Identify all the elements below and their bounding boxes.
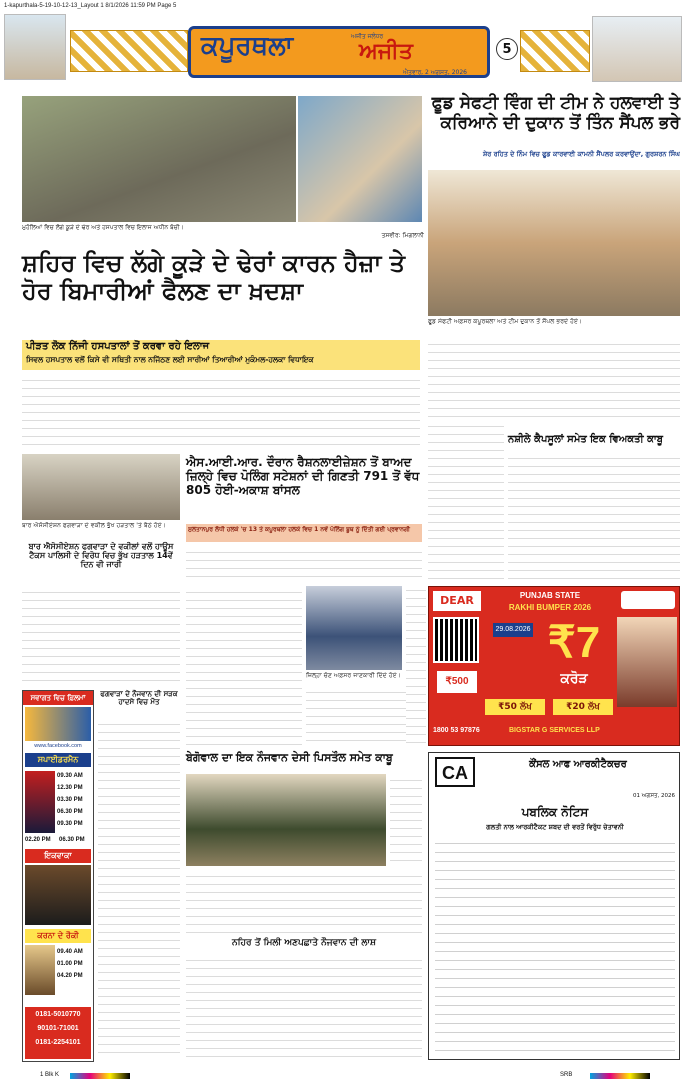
- food-body-text: [428, 338, 680, 418]
- photo-child: [298, 96, 422, 222]
- main-kicker-bar: [22, 340, 420, 370]
- body-body-text: [186, 954, 422, 1060]
- polling-headline: ਐਸ.ਆਈ.ਆਰ. ਦੌਰਾਨ ਰੈਸ਼ਨਲਾਈਜ਼ੇਸ਼ਨ ਤੋਂ ਬਾਅਦ ਜ਼ਿਲ੍ਹੇ ਵਿਚ ਪੋਲਿੰਗ ਸਟੇਸ਼ਨਾਂ ਦੀ ਗਿਣਤੀ 791 ਤੋਂ ਵੱਧ 805 ਹੋਈ-ਅਕਾਸ਼ ਬਾਂਸਲ: [186, 455, 420, 497]
- lottery-photo: [617, 617, 677, 707]
- showtime-4: 06.30 PM: [57, 809, 83, 815]
- notice-logo: CA: [435, 757, 475, 787]
- pistol-body-text: [186, 870, 422, 936]
- cinema-phone-3: 0181-2254101: [35, 1039, 81, 1046]
- lawyers-body-text: [22, 586, 180, 686]
- punjab-logo-icon: [621, 591, 675, 609]
- showtime-2: 12.30 PM: [57, 785, 83, 791]
- notice-body-text: [435, 837, 675, 1055]
- photo-shop: [428, 170, 680, 316]
- footer-left: 1 Blk K: [40, 1072, 60, 1078]
- cinema-phones-box: [25, 1007, 91, 1059]
- movie-poster-1: [25, 771, 55, 833]
- color-bar: [590, 1073, 650, 1079]
- notice-subtitle: ਗਲਤੀ ਨਾਲ ਆਰਕੀਟੈਕਟ ਸ਼ਬਦ ਦੀ ਵਰਤੋਂ ਵਿਰੁੱਧ ਚੇਤਾਵਨੀ: [486, 823, 624, 831]
- lottery-second: ₹50 ਲੱਖ: [485, 699, 545, 715]
- food-story-headline: ਫੂਡ ਸੇਫਟੀ ਵਿੰਗ ਦੀ ਟੀਮ ਨੇ ਹਲਵਾਈ ਤੇ ਕਰਿਆਨੇ ਦੀ ਦੁਕਾਨ ਤੋਂ ਤਿੰਨ ਸੈਂਪਲ ਭਰੇ: [431, 93, 680, 133]
- movie-poster-2: [25, 865, 91, 925]
- page-number: 5: [496, 38, 518, 60]
- lottery-unit: ਕਰੋੜ: [560, 671, 588, 687]
- food-story-subhead: ਸ਼ੇਰ ਰਹਿਤ ਦੇ ਨਿੰਮ ਵਿਚ ਫੂਡ ਕਾਰਵਾਈ ਕਾਮਨੀ ਸੈਂਪਲਰ ਕਰਵਾਉਂਦਾ, ਗੁਰਸ਼ਰਨ ਸਿੰਘ: [482, 150, 680, 158]
- small-story-headline: ਫਗਵਾੜਾ ਦੇ ਨੌਜਵਾਨ ਦੀ ਸੜਕ ਹਾਦਸੇ ਵਿਚ ਮੌਤ: [100, 690, 178, 707]
- polling-body-text-2: [186, 586, 302, 746]
- lottery-ad[interactable]: [428, 586, 680, 746]
- page-slug: 1-kapurthala-5-19-10-12-13_Layout 1 8/1/2026 11:59 PM Page 5: [4, 3, 177, 9]
- main-kicker: ਪੀੜਤ ਲੋਕ ਨਿੱਜੀ ਹਸਪਤਾਲਾਂ ਤੋਂ ਕਰਵਾ ਰਹੇ ਇਲਾਜ: [26, 341, 210, 352]
- masthead-city: ਕਪੂਰਥਲਾ: [201, 31, 294, 61]
- cinema-movie-3: ਕਰਨਾ ਦੇ ਰੌਕੀ: [25, 929, 91, 943]
- lottery-price: ₹500: [437, 671, 477, 693]
- lottery-brand: DEAR: [433, 591, 481, 611]
- lottery-first-prize: ₹7: [547, 618, 601, 667]
- cinema-box: [22, 690, 94, 1062]
- lottery-agent: BIGSTAR G SERVICES LLP: [509, 727, 600, 734]
- notice-org: ਕੌਂਸਲ ਆਫ ਆਰਕੀਟੈਕਚਰ: [529, 759, 627, 770]
- cinema-phone-1: 0181-5010770: [35, 1011, 81, 1018]
- main-body-text: [22, 374, 420, 450]
- lottery-date: 29.08.2026: [493, 623, 533, 637]
- masthead-paper: ਅਜੀਤ: [359, 39, 413, 64]
- showtime-1: 09.30 AM: [57, 773, 83, 779]
- movie-poster-3: [25, 945, 55, 995]
- showtime-7: 06.30 PM: [59, 837, 85, 843]
- polling-body-text: [186, 546, 422, 582]
- cinema-website[interactable]: www.facebook.com: [34, 743, 82, 749]
- polling-subhead-bar: [186, 524, 422, 542]
- showtime-6: 02.20 PM: [25, 837, 51, 843]
- cinema-phone-2: 90101-71001: [37, 1025, 79, 1032]
- pistol-headline: ਬੇਗੋਵਾਲ ਦਾ ਇਕ ਨੌਜਵਾਨ ਦੇਸੀ ਪਿਸਤੌਲ ਸਮੇਤ ਕਾਬੂ: [186, 751, 393, 764]
- qr-code-icon: [433, 617, 479, 663]
- main-headline: ਸ਼ਹਿਰ ਵਿਚ ਲੱਗੇ ਕੂੜੇ ਦੇ ਢੇਰਾਂ ਕਾਰਨ ਹੈਜ਼ਾ ਤੇ ਹੋਰ ਬਿਮਾਰੀਆਂ ਫੈਲਣ ਦਾ ਖ਼ਦਸ਼ਾ: [22, 249, 406, 305]
- lawyers-photo-caption: ਬਾਰ ਐਸੋਸੀਏਸ਼ਨ ਫਗਵਾੜਾ ਦੇ ਵਕੀਲ ਭੁੱਖ ਹੜਤਾਲ 'ਤੇ ਬੈਠੇ ਹੋਏ।: [22, 522, 166, 529]
- polling-subhead: ਸੁਲਤਾਨਪੁਰ ਲੋਧੀ ਹਲਕੇ 'ਚ 13 ਤੇ ਕਪੂਰਥਲਾ ਹਲਕੇ ਵਿਚ 1 ਨਵੇਂ ਪੋਲਿੰਗ ਬੂਥ ਨੂੰ ਦਿੱਤੀ ਗਈ ਪ੍ਰਵਾਨਗੀ: [188, 526, 410, 533]
- polling-photo-caption: ਜ਼ਿਲ੍ਹਾ ਚੋਣ ਅਫ਼ਸਰ ਜਾਣਕਾਰੀ ਦਿੰਦੇ ਹੋਏ।: [306, 672, 401, 679]
- lottery-phone: 1800 53 97876: [433, 727, 480, 734]
- notice-date: 01 ਅਗਸਤ, 2026: [633, 793, 675, 799]
- arrest-headline: ਨਸ਼ੀਲੇ ਕੈਪਸੂਲਾਂ ਸਮੇਤ ਇਕ ਵਿਅਕਤੀ ਕਾਬੂ: [508, 434, 663, 445]
- cinema-title: ਸਵਾਗਤ ਵਿਚ ਫ਼ਿਲਮਾਂ: [23, 691, 93, 705]
- masthead-banner: [188, 26, 490, 78]
- masthead: [0, 12, 687, 92]
- pistol-side-text: [390, 774, 422, 866]
- cinema-movie-2: ਇਕਵਾਕਾ: [25, 849, 91, 863]
- photo-official: [306, 586, 402, 670]
- decorative-border-icon: [70, 30, 188, 72]
- small-story-body: [98, 718, 180, 1060]
- polling-body-text-3: [306, 686, 422, 744]
- polling-body-text-4: [406, 584, 426, 744]
- showtime-8: 09.40 AM: [57, 949, 83, 955]
- masthead-date: ਐਤਵਾਰ, 2 ਅਗਸਤ, 2026: [403, 69, 467, 76]
- photo-top-credit: ਤਸਵੀਰ: ਮਿਗਲਾਨੀ: [381, 232, 424, 239]
- arrest-body-text: [508, 452, 680, 580]
- cinema-theatre: ਸਪਾਈਡਰਮੈਨ: [25, 753, 91, 767]
- lottery-bumper: RAKHI BUMPER 2026: [508, 603, 592, 612]
- public-notice: [428, 752, 680, 1060]
- showtime-5: 09.30 PM: [57, 821, 83, 827]
- masthead-edition: ਅਜੀਤ ਜਲੰਧਰ: [351, 33, 384, 40]
- photo-lawyers: [22, 454, 180, 520]
- color-bar: [70, 1073, 130, 1079]
- footer-right: SRB: [560, 1072, 573, 1078]
- masthead-left-image: [4, 14, 66, 80]
- decorative-border-icon: [520, 30, 590, 72]
- showtime-9: 01.00 PM: [57, 961, 83, 967]
- showtime-3: 03.30 PM: [57, 797, 83, 803]
- main-kicker-2: ਸਿਵਲ ਹਸਪਤਾਲ ਵਲੋਂ ਕਿਸੇ ਵੀ ਸਥਿਤੀ ਨਾਲ ਨਜਿੱਠਣ ਲਈ ਸਾਰੀਆਂ ਤਿਆਰੀਆਂ ਮੁਕੰਮਲ-ਹਲਕਾ ਵਿਧਾਇਕ: [26, 355, 314, 364]
- photo-police: [186, 774, 386, 866]
- mid-body-text: [428, 420, 504, 582]
- photo-garbage: [22, 96, 296, 222]
- masthead-right-image: [592, 16, 682, 82]
- notice-title: ਪਬਲਿਕ ਨੋਟਿਸ: [521, 805, 589, 819]
- lawyers-headline: ਬਾਰ ਐਸੋਸੀਏਸ਼ਨ ਫਗਵਾੜਾ ਦੇ ਵਕੀਲਾਂ ਵਲੋਂ ਹਾਊਸ ਟੈਕਸ ਪਾਲਿਸੀ ਦੇ ਵਿਰੋਧ ਵਿਚ ਭੁੱਖ ਹੜਤਾਲ 14ਵੇਂ ਦਿਨ ਵੀ ਜਾਰੀ: [28, 542, 174, 570]
- lottery-state: PUNJAB STATE: [519, 591, 581, 600]
- photo-top-caption: ਮੁਹੱਲਿਆਂ ਵਿਚ ਲੱਗੇ ਕੂੜੇ ਦੇ ਢੇਰ ਅਤੇ ਹਸਪਤਾਲ ਵਿਚ ਇਲਾਜ ਅਧੀਨ ਬੱਚੀ।: [22, 224, 184, 231]
- showtime-10: 04.20 PM: [57, 973, 83, 979]
- food-photo-caption: ਫੂਡ ਸੇਫਟੀ ਅਫ਼ਸਰ ਕਪੂਰਥਲਾ ਅਤੇ ਟੀਮ ਦੁਕਾਨ ਤੋਂ ਸੈਂਪਲ ਭਰਦੇ ਹੋਏ।: [428, 318, 583, 325]
- body-headline: ਨਹਿਰ ਤੋਂ ਮਿਲੀ ਅਣਪਛਾਤੇ ਨੌਜਵਾਨ ਦੀ ਲਾਸ਼: [231, 938, 377, 948]
- lottery-third: ₹20 ਲੱਖ: [553, 699, 613, 715]
- cinema-banner-image: [25, 707, 91, 741]
